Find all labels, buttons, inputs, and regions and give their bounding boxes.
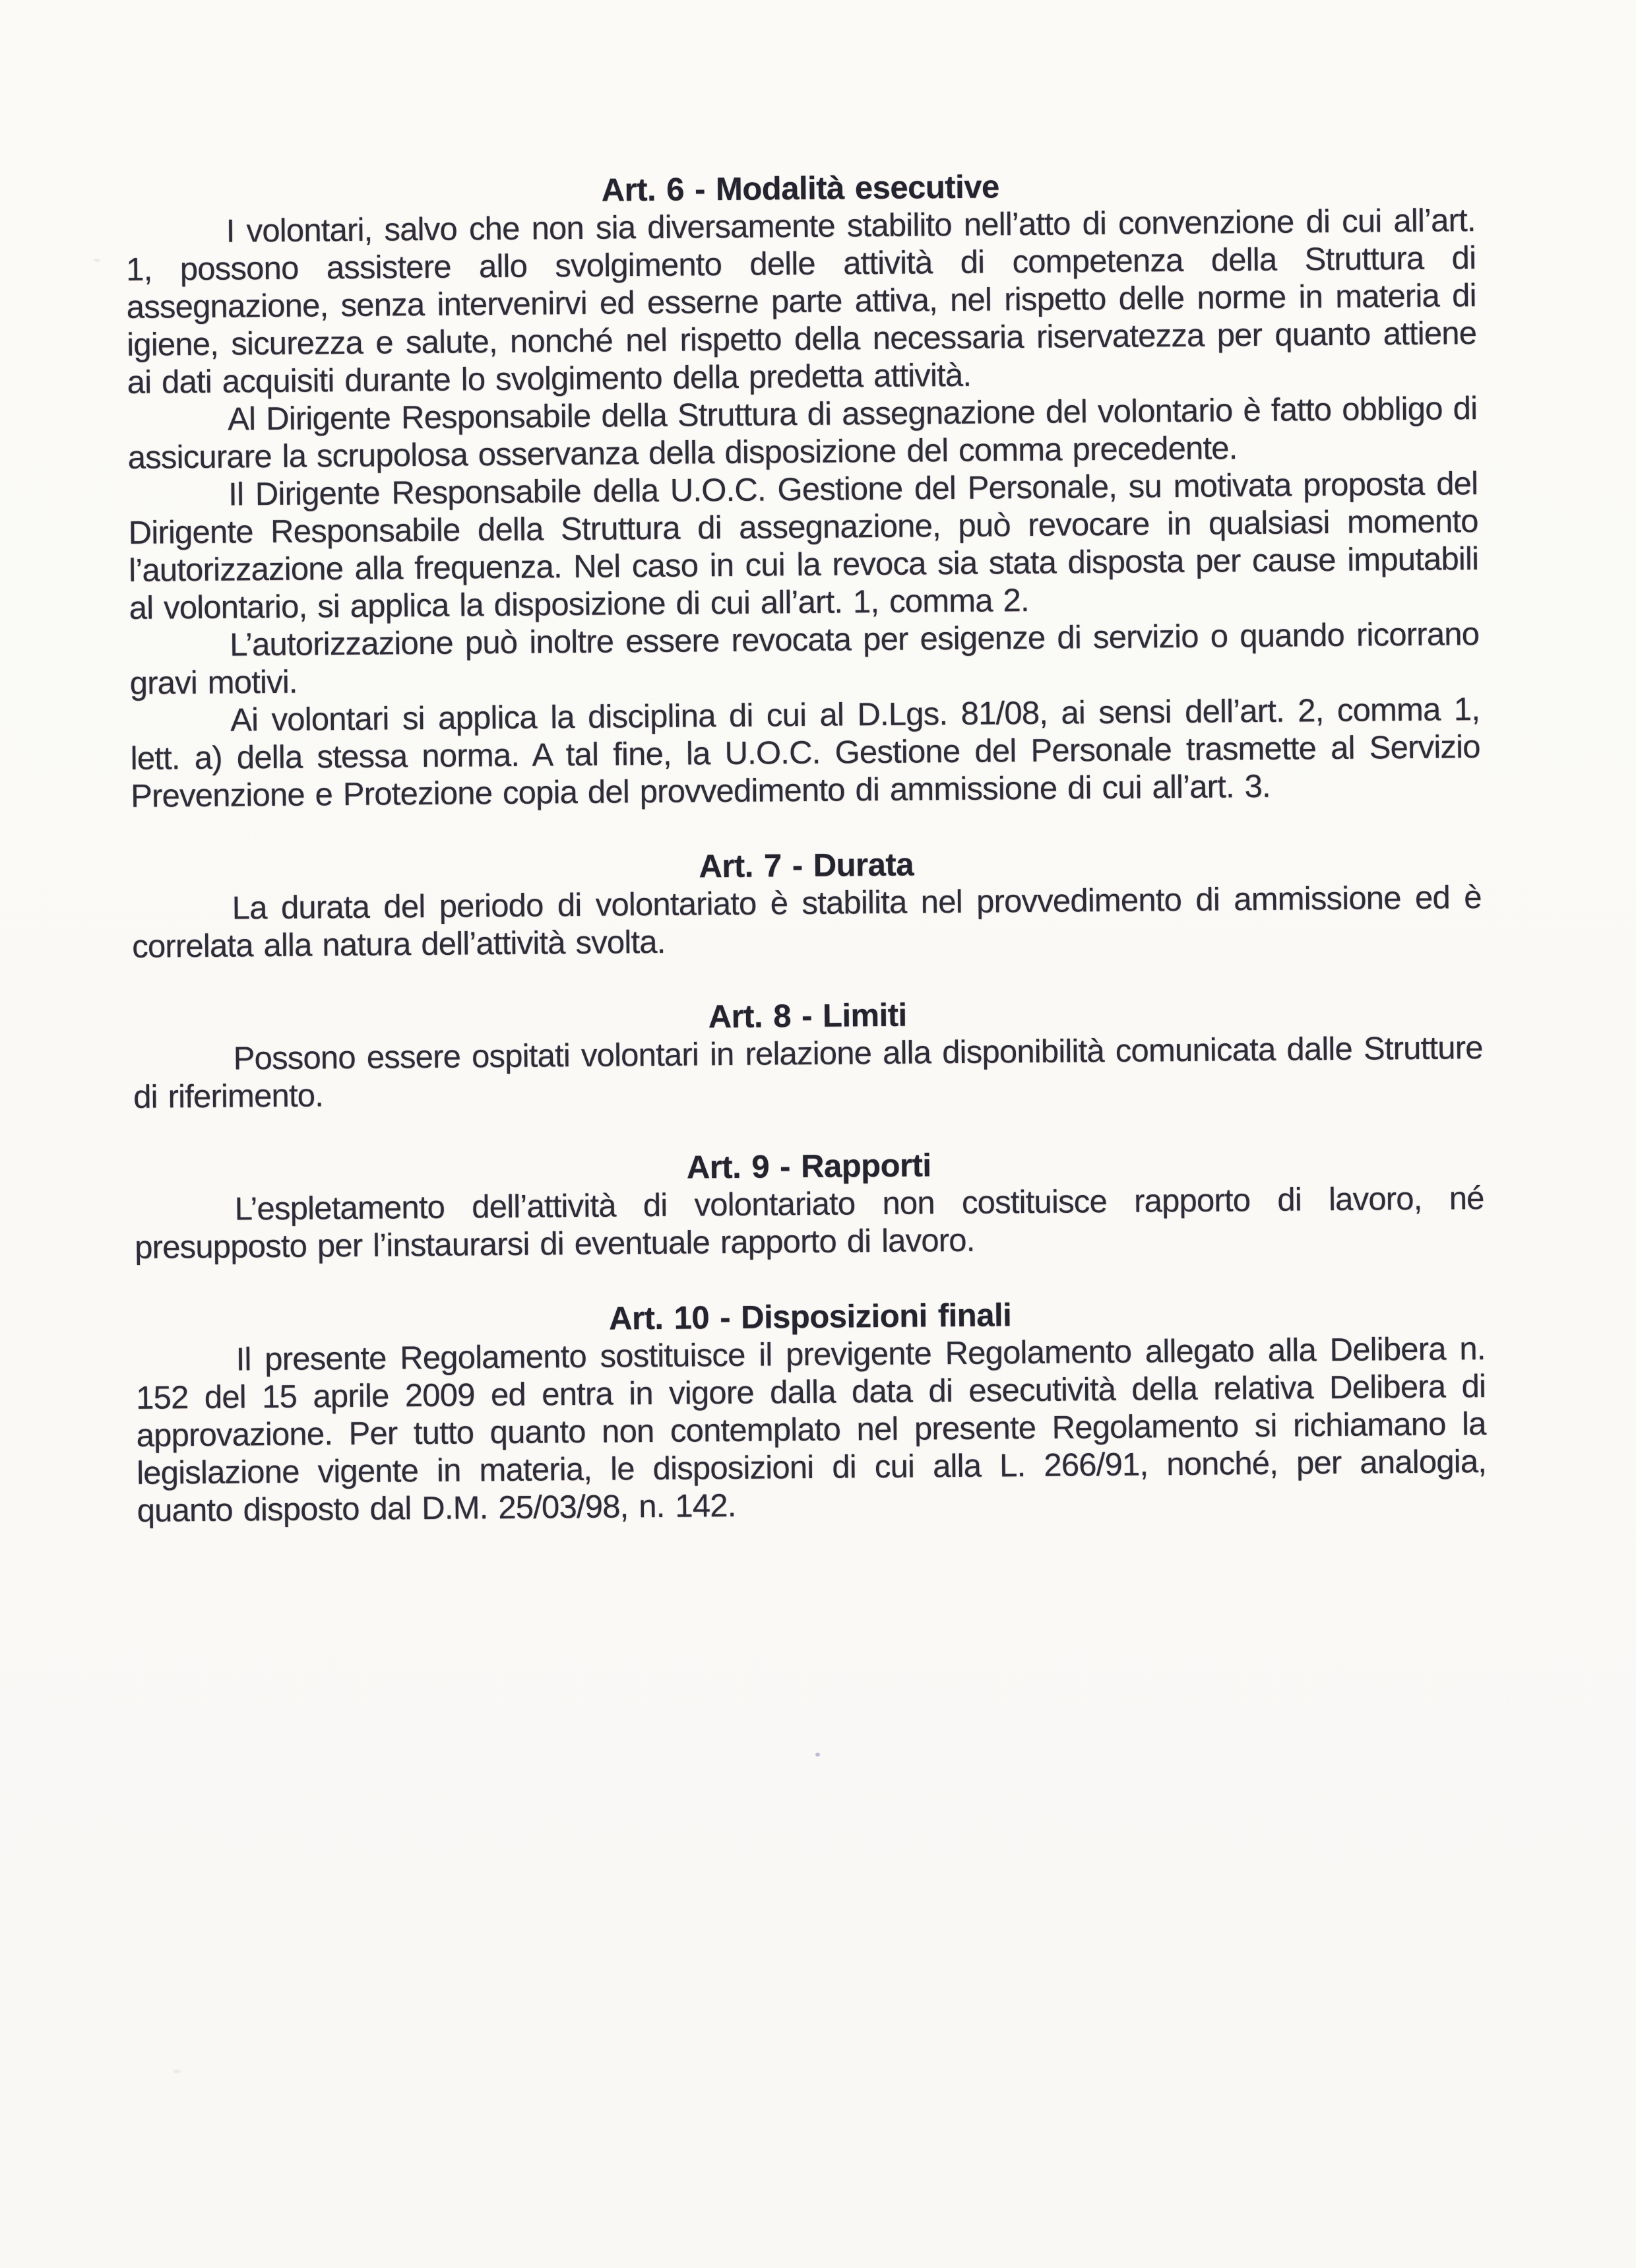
paragraph: Il presente Regolamento sostituisce il previgente Regolamento allegato alla Delibera n. 152 del 15 aprile 2009 ed entra in vigore dalla data di esecutività della relativa Delibera di approvazione. Per tutto quanto non contemplato nel presente Regolamento si richiamano la legislazione vigente in materia, le disposizioni di cui alla L. 266/91, nonché, per analogia, quanto disposto dal D.M. 25/03/98, n. 142. xyxy=(135,1331,1487,1529)
document-content xyxy=(125,164,1487,1530)
paragraph: Il Dirigente Responsabile della U.O.C. Gestione del Personale, su motivata proposta del Dirigente Responsabile della Struttura di assegnazione, può revocare in qualsiasi momento l’autorizzazione alla frequenza. Nel caso in cui la revoca sia stata disposta per cause imputabili al volontario, si applica la disposizione di cui all’art. 1, comma 2. xyxy=(128,466,1479,626)
paragraph: La durata del periodo di volontariato è stabilita nel provvedimento di ammissione ed è correlata alla natura dell’attività svolta. xyxy=(131,880,1482,965)
article-title: Art. 9 - Rapporti xyxy=(686,1148,931,1186)
article-section-9 xyxy=(134,1142,1484,1267)
paragraph: L’espletamento dell’attività di volontariato non costituisce rapporto di lavoro, né presupposto per l’instaurarsi di eventuale rapporto di lavoro. xyxy=(134,1181,1484,1266)
paragraph: Al Dirigente Responsabile della Struttura di assegnazione del volontario è fatto obbligo di assicurare la scrupolosa osservanza della disposizione del comma precedente. xyxy=(127,391,1478,476)
paragraph: Possono essere ospitati volontari in relazione alla disponibilità comunicata dalle Strutture di riferimento. xyxy=(133,1030,1483,1115)
scan-speck xyxy=(815,1753,820,1757)
paragraph: Ai volontari si applica la disciplina di cui al D.Lgs. 81/08, ai sensi dell’art. 2, comma 1, lett. a) della stessa norma. A tal fine, la U.O.C. Gestione del Personale trasmette al Servizio Prevenzione e Protezione copia del provvedimento di ammissione di cui all’art. 3. xyxy=(130,692,1480,814)
article-title: Art. 6 - Modalità esecutive xyxy=(601,169,999,209)
paragraph: L’autorizzazione può inoltre essere revocata per esigenze di servizio o quando ricorrano gravi motivi. xyxy=(129,616,1480,701)
article-title: Art. 8 - Limiti xyxy=(708,997,907,1035)
article-section-6 xyxy=(125,164,1480,816)
article-section-10 xyxy=(135,1293,1487,1530)
article-section-7 xyxy=(131,841,1482,966)
paragraph: I volontari, salvo che non sia diversamente stabilito nell’atto di convenzione di cui all’art. 1, possono assistere allo svolgimento delle attività di competenza della Struttura di assegnazione, senza intervenirvi ed esserne parte attiva, nel rispetto delle norme in materia di igiene, sicurezza e salute, nonché nel rispetto della necessaria riservatezza per quanto attiene ai dati acquisiti durante lo svolgimento della predetta attività. xyxy=(126,203,1477,401)
article-section-8 xyxy=(133,992,1483,1117)
scan-speck xyxy=(94,259,100,262)
scan-speck xyxy=(173,2069,181,2073)
article-title: Art. 10 - Disposizioni finali xyxy=(608,1297,1012,1337)
article-title: Art. 7 - Durata xyxy=(699,847,914,885)
